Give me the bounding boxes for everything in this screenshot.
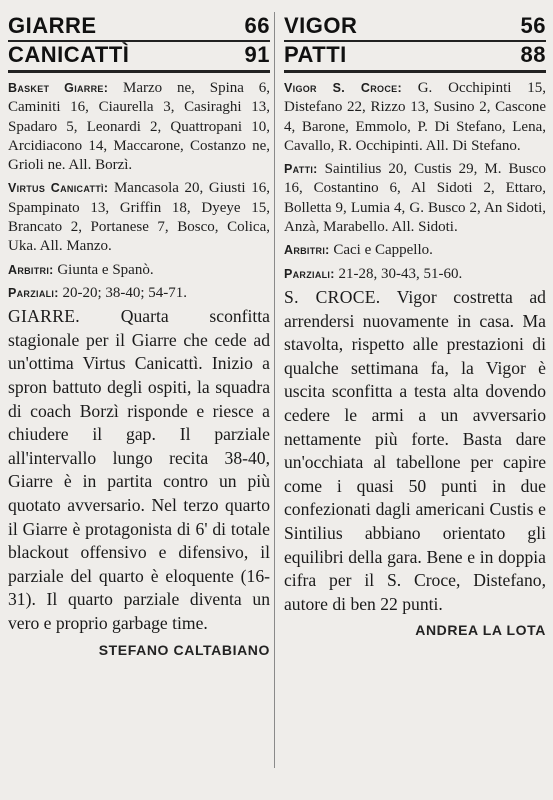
- lineup-label: Vigor S. Croce:: [284, 81, 402, 95]
- column-divider: [274, 12, 275, 768]
- dateline: GIARRE.: [8, 306, 80, 327]
- lineup-label: Patti:: [284, 162, 318, 177]
- dateline: S. CROCE.: [284, 286, 381, 307]
- team-score-row: [8, 43, 270, 67]
- team-name: GIARRE: [8, 13, 97, 38]
- lineup-text: Marzo ne, Spina 6, Caminiti 16, Ciaurella 3, Casiraghi 13, Spadaro 5, Leonardi 2, Quattropani 10, Arcidiacono 14, Maccarone, Costanzo ne, Grioli ne. All. Borzì.: [8, 80, 270, 174]
- article-body: [284, 286, 546, 616]
- referees: [8, 261, 270, 280]
- partials-label: Parziali:: [8, 285, 59, 300]
- referees-text: Caci e Cappello.: [329, 242, 433, 259]
- right-column: [284, 14, 546, 638]
- rule: [284, 70, 546, 73]
- lineup-text: Mancasola 20, Giusti 16, Spampinato 13, Griffin 18, Dyeye 15, Brancato 2, Portanese 7, Bosco, Colica, Uka. All. Manzo.: [8, 180, 270, 255]
- article-text: Vigor costretta ad arrendersi nuovamente in casa. Ma stavolta, rispetto alle prestazioni di qualche settimana fa, la Vigor è uscita sconfitta a testa alta dovendo cedere le armi a un avversario nettamente più forte. Basta dare un'occhiata al tabellone per capire come i quasi 50 punti in due confezionati dagli americani Custis e Sintilius abbiano orientato gli equilibri della gara. Bene e in doppia cifra per il S. Croce, Distefano, autore di ben 22 punti.: [284, 286, 546, 614]
- partials-text: 20-20; 38-40; 54-71.: [58, 284, 188, 301]
- team-score: 66: [244, 13, 270, 38]
- article-body: [8, 305, 270, 635]
- partials-text: 21-28, 30-43, 51-60.: [334, 265, 463, 282]
- team-score: 56: [520, 13, 546, 38]
- lineup-home: [284, 79, 546, 156]
- lineup-label: Basket Giarre:: [8, 81, 109, 95]
- byline: ANDREA LA LOTA: [415, 622, 546, 639]
- referees-label: Arbitri:: [8, 262, 54, 277]
- referees: [284, 241, 546, 260]
- team-score-row: [8, 14, 270, 38]
- team-score-row: [284, 43, 546, 67]
- team-score: 88: [520, 42, 546, 67]
- team-score-row: [284, 14, 546, 38]
- box-score: [8, 79, 270, 303]
- partials: [8, 284, 270, 303]
- lineup-label: Virtus Canicattì:: [8, 181, 109, 196]
- lineup-away: [8, 179, 270, 256]
- partials-label: Parziali:: [284, 266, 335, 281]
- lineup-text: Saintilius 20, Custis 29, M. Busco 16, Costantino 6, Al Sidoti 2, Ettaro, Bolletta 9, Lumia 4, G. Busco 2, An Sidoti, Anzà, Marabello. All. Sidoti.: [284, 161, 546, 236]
- lineup-home: [8, 79, 270, 175]
- rule: [8, 70, 270, 73]
- byline: STEFANO CALTABIANO: [98, 641, 270, 658]
- referees-text: Giunta e Spanò.: [53, 261, 154, 278]
- team-score: 91: [244, 42, 270, 67]
- team-name: PATTI: [284, 42, 347, 67]
- team-name: CANICATTÌ: [8, 42, 130, 67]
- article-text: Quarta sconfitta stagionale per il Giarre che cede ad un'ottima Virtus Canicattì. Inizio a spron battuto degli ospiti, la squadra di coach Borzì risponde e riesce a chiudere il gap. Il parziale all'intervallo lungo recita 38-40, Giarre è in partita contro un più quotato avversario. Nel terzo quarto il Giarre è protagonista di 6' di totale blackout offensivo e difensivo, il parziale del quarto è eloquente (16-31). Il quarto parziale diventa un vero e proprio garbage time.: [8, 306, 270, 633]
- team-name: VIGOR: [284, 13, 358, 38]
- lineup-away: [284, 160, 546, 237]
- left-column: [8, 14, 270, 658]
- lineup-text: G. Occhipinti 15, Distefano 22, Rizzo 13, Susino 2, Cascone 4, Barone, Emmolo, P. Di Stefano, Lena, Cavallo, R. Occhipinti. All. Di Stefano.: [284, 80, 546, 154]
- box-score: [284, 79, 546, 284]
- referees-label: Arbitri:: [284, 243, 330, 258]
- partials: [284, 265, 546, 284]
